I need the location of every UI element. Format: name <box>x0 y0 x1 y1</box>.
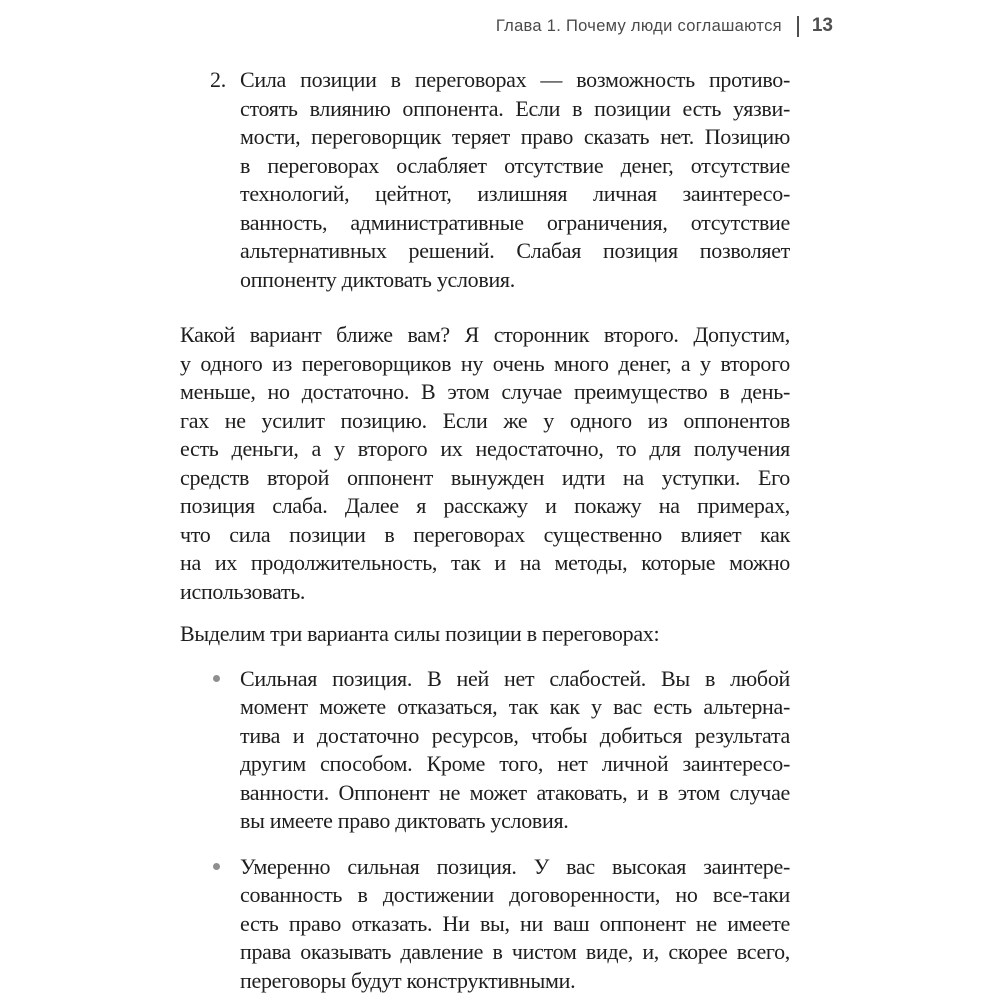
text-line: ванность, административные ограничения, отсутствие <box>240 209 790 235</box>
numbered-item-text <box>240 66 790 294</box>
text-line: другим способом. Кроме того, нет личной заинтересо- <box>240 751 790 776</box>
text-line: технологий, цейтнот, излишняя личная заинтересо- <box>240 181 790 206</box>
body-paragraph <box>180 321 790 606</box>
text-line: мости, переговорщик теряет право сказать нет. Позицию <box>240 124 790 149</box>
bullet-icon <box>213 675 220 682</box>
running-head <box>496 12 833 40</box>
bullet-text <box>240 853 790 996</box>
text-line: оппоненту диктовать условия. <box>240 266 515 292</box>
bullet-item-strong-position <box>180 665 790 836</box>
text-line: Сильная позиция. В ней нет слабостей. Вы в любой <box>240 665 790 691</box>
text-line: вы имеете право диктовать условия. <box>240 808 569 833</box>
text-line: меньше, но достаточно. В этом случае преимущество в день- <box>180 379 790 404</box>
text-line: в переговорах ослабляет отсутствие денег, отсутствие <box>240 152 790 178</box>
bullet-item-moderately-strong-position <box>180 853 790 996</box>
text-line: переговоры будут конструктивными. <box>240 967 576 993</box>
lead-in-text: Выделим три варианта силы позиции в переговорах: <box>180 621 660 646</box>
text-line: есть деньги, а у второго их недостаточно, то для получения <box>180 436 790 461</box>
text-line: у одного из переговорщиков ну очень много денег, а у второго <box>180 350 790 376</box>
text-line: Умеренно сильная позиция. У вас высокая заинтере- <box>240 853 790 879</box>
text-line: тива и достаточно ресурсов, чтобы добиться результата <box>240 722 790 748</box>
text-line: права оказывать давление в чистом виде, и, скорее всего, <box>240 939 790 964</box>
text-line: что сила позиции в переговорах существенно влияет как <box>180 521 790 547</box>
text-line: альтернативных решений. Слабая позиция позволяет <box>240 238 790 263</box>
text-line: ванности. Оппонент не может атаковать, и в этом случае <box>240 779 790 805</box>
bullet-icon <box>213 863 220 870</box>
bullet-text <box>240 665 790 836</box>
lead-in-paragraph <box>180 620 790 649</box>
text-line: момент можете отказаться, так как у вас есть альтерна- <box>240 694 790 719</box>
text-line: на их продолжительность, так и на методы, которые можно <box>180 550 790 575</box>
numbered-list-item-2 <box>180 66 790 294</box>
text-line: позиция слаба. Далее я расскажу и покажу на примерах, <box>180 493 790 518</box>
text-line: стоять влиянию оппонента. Если в позиции есть уязви- <box>240 95 790 121</box>
text-line: есть право отказать. Ни вы, ни ваш оппонент не имеете <box>240 910 790 936</box>
text-line: Какой вариант ближе вам? Я сторонник второго. Допустим, <box>180 322 790 347</box>
text-column <box>180 66 790 995</box>
header-separator <box>797 16 799 37</box>
list-item-number: 2. <box>210 67 226 92</box>
text-line: гах не усилит позицию. Если же у одного из оппонентов <box>180 407 790 433</box>
text-line: использовать. <box>180 578 306 604</box>
chapter-title: Глава 1. Почему люди соглашаются <box>495 16 782 35</box>
text-line: Сила позиции в переговорах — возможность противо- <box>240 67 790 92</box>
text-line: сованность в достижении договоренности, но все-таки <box>240 882 790 907</box>
page-number: 13 <box>811 15 833 36</box>
text-line: средств второй оппонент вынужден идти на уступки. Его <box>180 464 790 490</box>
